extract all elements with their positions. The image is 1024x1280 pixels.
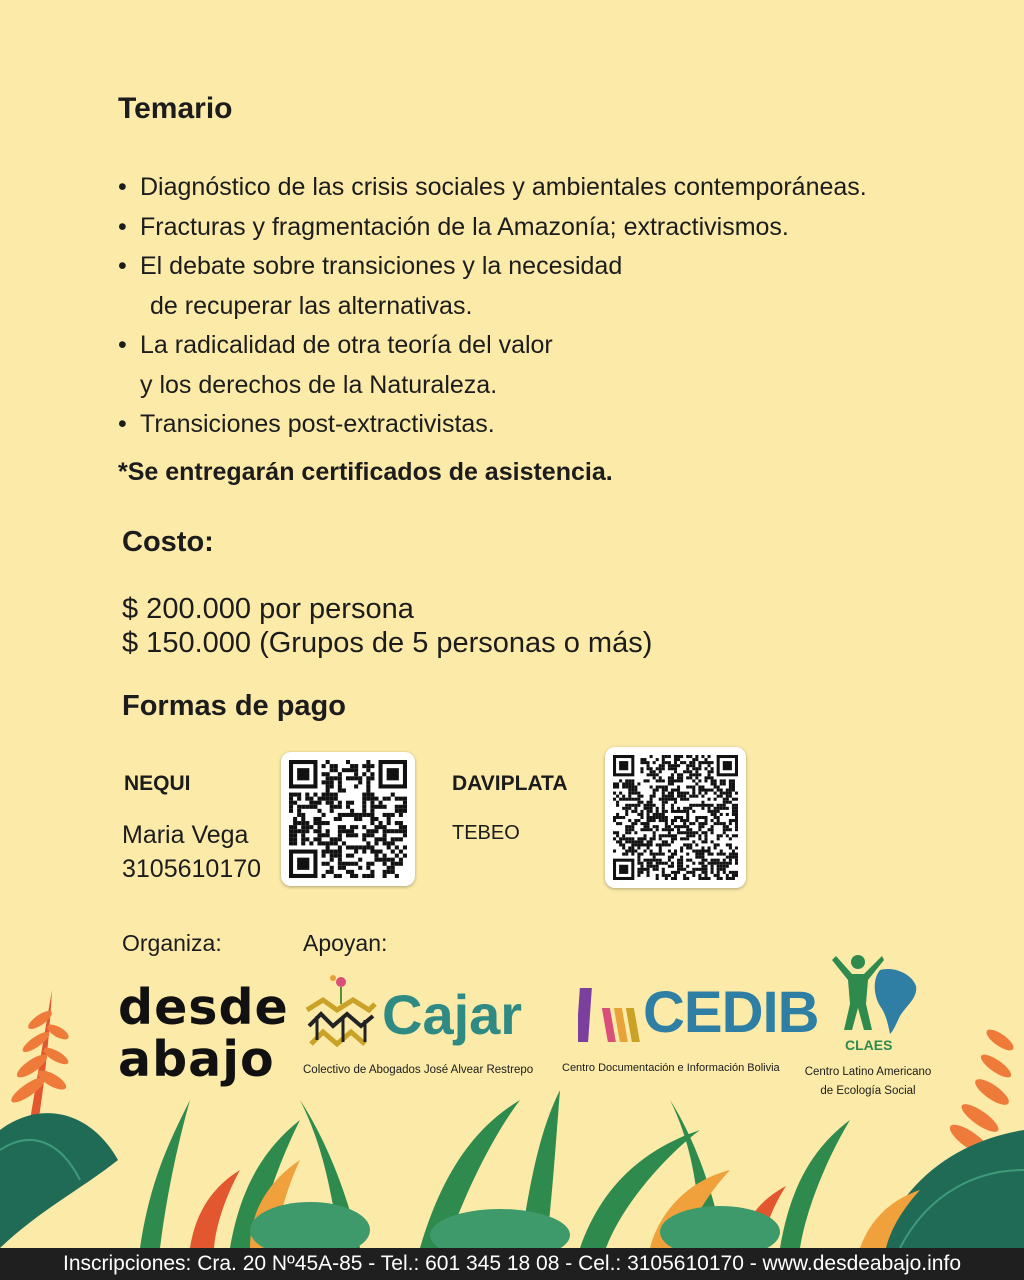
footer-contact: Inscripciones: Cra. 20 Nº45A-85 - Tel.: 601 345 18 08 - Cel.: 3105610170 - www.desdeabajo.info <box>0 1248 1024 1280</box>
desdeabajo-logo-line: abajo <box>118 1031 275 1088</box>
apoyan-label: Apoyan: <box>303 930 388 956</box>
claes-caption-line: de Ecología Social <box>820 1085 916 1097</box>
temario-item: • Diagnóstico de las crisis sociales y ambientales contemporáneas. <box>116 168 867 208</box>
qr-code-icon <box>289 760 407 878</box>
nequi-holder <box>122 818 261 886</box>
nequi-phone-number: 3105610170 <box>122 855 262 883</box>
prices <box>122 592 652 660</box>
price-group: $ 150.000 (Grupos de 5 personas o más) <box>122 627 653 659</box>
temario-item: • La radicalidad de otra teoría del valor <box>116 326 867 366</box>
temario-item: • Fracturas y fragmentación de la Amazonía; extractivismos. <box>116 208 867 248</box>
claes-caption-line: Centro Latino Americano <box>804 1066 932 1078</box>
cedib-caption: Centro Documentación e Información Bolivia <box>562 1062 780 1074</box>
daviplata-label: DAVIPLATA <box>452 772 568 795</box>
nequi-holder-name: Maria Vega <box>122 821 249 849</box>
temario-title: Temario <box>118 92 233 125</box>
desdeabajo-logo-line: desde <box>118 979 289 1036</box>
price-individual: $ 200.000 por persona <box>122 593 414 625</box>
daviplata-qr-code[interactable] <box>605 747 746 888</box>
nequi-label: NEQUI <box>124 772 191 795</box>
temario-item: • Transiciones post-extractivistas. <box>116 405 867 445</box>
temario-item-continuation: de recuperar las alternativas. <box>150 291 473 320</box>
nequi-qr-code[interactable] <box>281 752 415 886</box>
organiza-label: Organiza: <box>122 930 222 956</box>
foliage-illustration <box>0 980 1024 1248</box>
certificate-note: *Se entregarán certificados de asistencia. <box>118 458 613 486</box>
payment-title: Formas de pago <box>122 690 346 722</box>
cajar-logo-text: Cajar <box>382 983 523 1046</box>
daviplata-holder: TEBEO <box>452 822 520 844</box>
cajar-caption: Colectivo de Abogados José Alvear Restrepo <box>303 1064 534 1076</box>
temario-list <box>116 168 867 445</box>
qr-code-icon <box>613 755 738 880</box>
cedib-logo-text: CEDIB <box>643 980 819 1045</box>
claes-logo-text: CLAES <box>845 1037 893 1053</box>
temario-item-continuation: y los derechos de la Naturaleza. <box>140 370 498 399</box>
costo-title: Costo: <box>122 526 214 558</box>
temario-item: • El debate sobre transiciones y la necesidad <box>116 247 867 287</box>
